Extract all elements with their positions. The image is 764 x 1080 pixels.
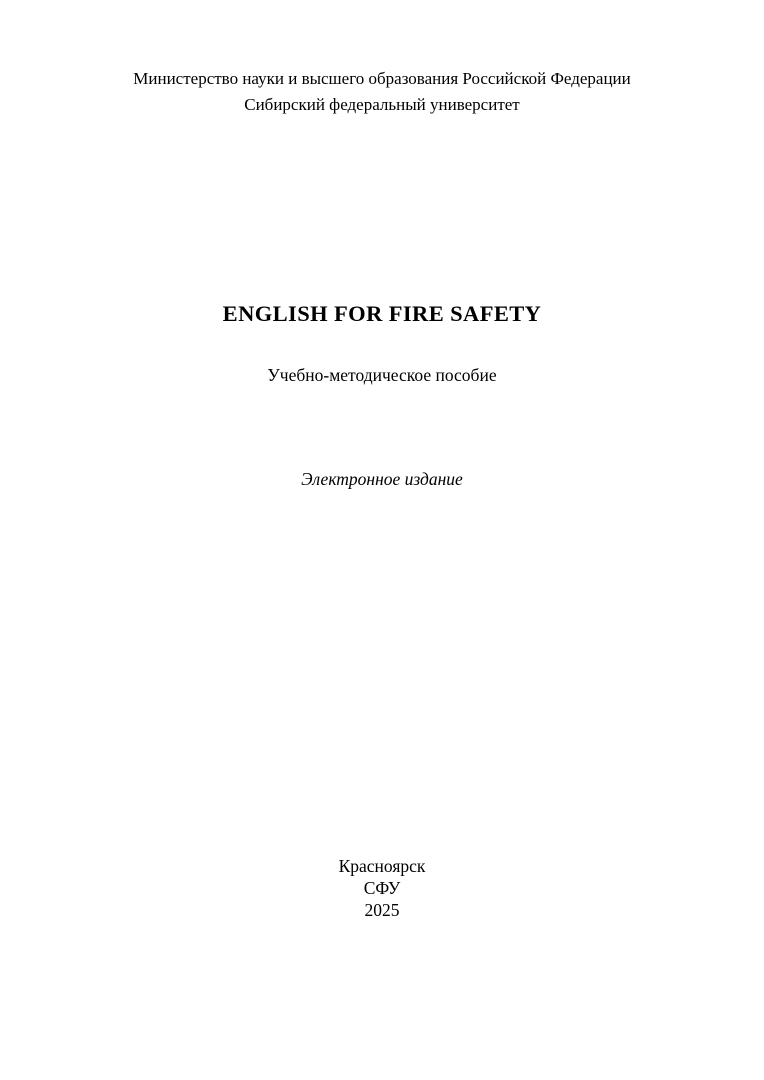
imprint-publisher: СФУ — [363, 878, 401, 898]
imprint-block — [0, 855, 764, 921]
book-title: ENGLISH FOR FIRE SAFETY — [222, 301, 542, 326]
ministry-line: Министерство науки и высшего образования Российской Федерации — [133, 69, 631, 88]
university-line: Сибирский федеральный университет — [244, 95, 520, 114]
imprint-city: Красноярск — [338, 856, 426, 876]
book-subtitle: Учебно-методическое пособие — [267, 365, 497, 385]
edition-note: Электронное издание — [301, 469, 463, 489]
ministry-header — [0, 66, 764, 118]
imprint-year: 2025 — [364, 900, 400, 920]
